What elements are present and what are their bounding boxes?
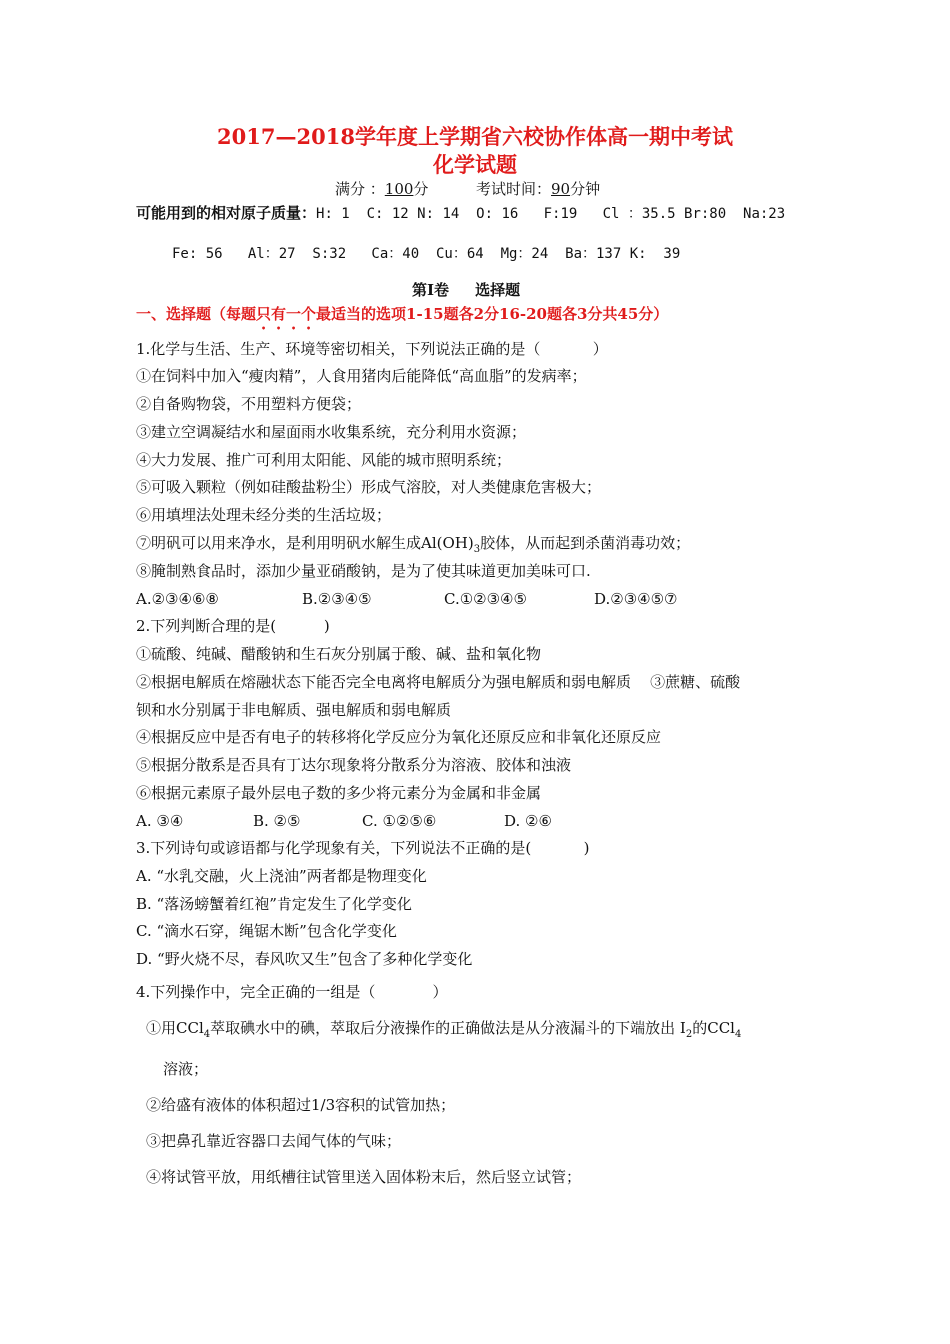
q1-statement-1: ①在饲料中加入“瘦肉精”，人食用猪肉后能降低“高血脂”的发病率； <box>136 367 587 385</box>
atomic-mass-label: 可能用到的相对原子质量： <box>136 204 317 222</box>
q2-option-d: D. ②⑥ <box>504 812 552 830</box>
q2-option-b: B. ②⑤ <box>253 812 301 830</box>
atomic-mass-line-1 <box>136 203 785 224</box>
time-info <box>476 179 600 199</box>
exam-title: 2017—2018学年度上学期省六校协作体高一期中考试 <box>217 124 733 149</box>
score-label: 满分 ： <box>335 180 385 198</box>
q4-stem: 4.下列操作中，完全正确的一组是（ ） <box>136 983 448 1001</box>
q2-statement-1: ①硫酸、纯碱、醋酸钠和生石灰分别属于酸、碱、盐和氧化物 <box>136 645 542 663</box>
q1-statement-8: ⑧腌制熟食品时，添加少量亚硝酸钠，是为了使其味道更加美味可口. <box>136 562 591 580</box>
q1-statement-3: ③建立空调凝结水和屋面雨水收集系统，充分利用水资源； <box>136 423 527 441</box>
q1-stem: 1.化学与生活、生产、环境等密切相关，下列说法正确的是（ ） <box>136 340 608 358</box>
q1-s7-subscript: 3 <box>473 544 481 555</box>
q3-option-a: A. “水乳交融，火上浇油”两者都是物理变化 <box>136 867 427 885</box>
score-info <box>335 179 428 199</box>
time-value: 90 <box>551 180 571 198</box>
atomic-mass-values-1: H: 1 C: 12 N: 14 O: 16 F:19 Cl ：35.5 Br:80 Na:23 <box>316 206 786 222</box>
q4-statement-3: ③把鼻孔靠近容器口去闻气体的气味； <box>146 1132 402 1150</box>
q1-option-b: B.②③④⑤ <box>302 590 372 608</box>
q1-statement-7 <box>136 533 690 553</box>
score-unit: 分 <box>413 180 429 198</box>
q2-option-c: C. ①②⑤⑥ <box>362 812 437 830</box>
q1-statement-4: ④大力发展、推广可利用太阳能、风能的城市照明系统； <box>136 451 512 469</box>
q1-statement-2: ②自备购物袋，不用塑料方便袋； <box>136 395 362 413</box>
q2-stem: 2.下列判断合理的是( ) <box>136 617 330 635</box>
q1-statement-6: ⑥用填埋法处理未经分类的生活垃圾； <box>136 506 392 524</box>
q4-s1-subscript-1: 4 <box>203 1029 211 1040</box>
q2-statement-6: ⑥根据元素原子最外层电子数的多少将元素分为金属和非金属 <box>136 784 542 802</box>
q3-option-b: B. “落汤螃蟹着红袍”肯定发生了化学变化 <box>136 895 412 913</box>
q2-statement-4: ④根据反应中是否有电子的转移将化学反应分为氧化还原反应和非氧化还原反应 <box>136 728 662 746</box>
q4-s1-part-1: ①用CCl <box>146 1019 204 1037</box>
q1-option-c: C.①②③④⑤ <box>444 590 527 608</box>
section-heading <box>136 304 668 333</box>
q3-option-c: C. “滴水石穿，绳锯木断”包含化学变化 <box>136 922 397 940</box>
q2-option-a: A. ③④ <box>136 812 184 830</box>
q1-s7-part-2: 胶体，从而起到杀菌消毒功效； <box>480 534 691 552</box>
score-value: 100 <box>384 180 414 198</box>
q2-statement-5: ⑤根据分散系是否具有丁达尔现象将分散系分为溶液、胶体和浊液 <box>136 756 572 774</box>
q1-option-a: A.②③④⑥⑧ <box>136 590 219 608</box>
q1-s7-part-1: ⑦明矾可以用来净水，是利用明矾水解生成Al(OH) <box>136 534 474 552</box>
q4-statement-1-cont: 溶液； <box>163 1060 209 1078</box>
q3-option-d: D. “野火烧不尽，春风吹又生”包含了多种化学变化 <box>136 950 473 968</box>
atomic-mass-values-2: Fe: 56 Al：27 S:32 Ca：40 Cu：64 Mg：24 Ba：137 K: 39 <box>172 246 681 262</box>
time-label: 考试时间： <box>476 180 552 198</box>
q2-statement-2-cont: 钡和水分别属于非电解质、强电解质和弱电解质 <box>136 701 452 719</box>
q4-statement-1 <box>146 1018 741 1038</box>
q2-statement-2: ②根据电解质在熔融状态下能否完全电离将电解质分为强电解质和弱电解质 ③蔗糖、硫酸 <box>136 673 741 691</box>
q4-statement-2: ②给盛有液体的体积超过1/3容积的试管加热； <box>146 1096 456 1114</box>
section-heading-part-1: 一、选择题（每题 <box>136 305 257 323</box>
volume-title: 第Ⅰ卷 选择题 <box>412 281 521 299</box>
q4-s1-part-2: 萃取碘水中的碘，萃取后分液操作的正确做法是从分液漏斗的下端放出 I <box>210 1019 686 1037</box>
q4-s1-part-3: 的CCl <box>692 1019 735 1037</box>
q4-s1-subscript-3: 4 <box>734 1029 742 1040</box>
q1-option-d: D.②③④⑤⑦ <box>594 590 678 608</box>
q3-stem: 3.下列诗句或谚语都与化学现象有关，下列说法不正确的是( ) <box>136 839 590 857</box>
time-unit: 分钟 <box>570 180 601 198</box>
exam-subtitle: 化学试题 <box>433 152 517 177</box>
section-heading-emphasis: 只有一个 <box>256 305 317 323</box>
q1-statement-5: ⑤可吸入颗粒（例如硅酸盐粉尘）形成气溶胶，对人类健康危害极大； <box>136 478 602 496</box>
section-heading-part-2: 最适当的选项1-15题各2分16-20题各3分共45分） <box>316 305 669 323</box>
q4-statement-4: ④将试管平放，用纸槽往试管里送入固体粉末后，然后竖立试管； <box>146 1168 582 1186</box>
q4-s1-subscript-2: 2 <box>685 1029 693 1040</box>
